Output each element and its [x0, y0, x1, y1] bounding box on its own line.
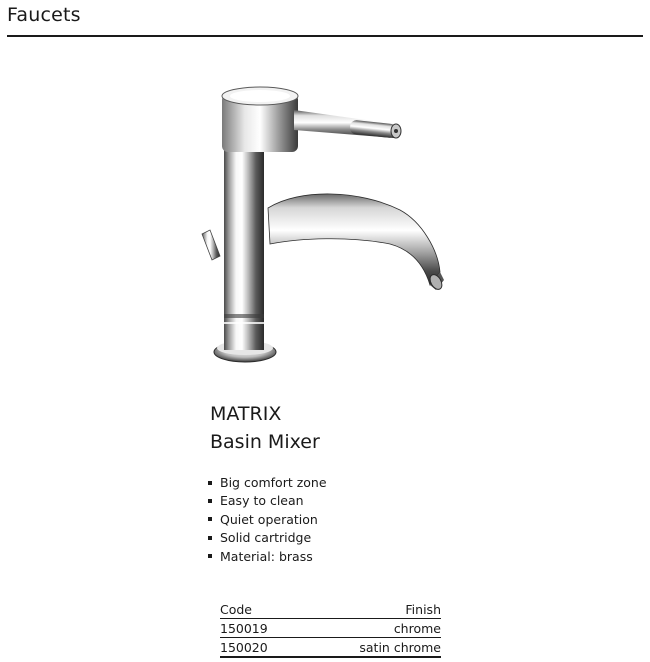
bullet-icon — [208, 517, 212, 521]
product-finish: satin chrome — [302, 638, 441, 658]
product-type: Basin Mixer — [210, 431, 320, 453]
bullet-icon — [208, 554, 212, 558]
feature-item: Big comfort zone — [208, 474, 327, 492]
product-name — [210, 400, 320, 456]
product-series: MATRIX — [210, 403, 282, 425]
page-title: Faucets — [7, 4, 81, 26]
spec-table — [220, 600, 441, 658]
page-header — [7, 0, 643, 37]
bullet-icon — [208, 536, 212, 540]
feature-list — [208, 474, 327, 566]
finish-header: Finish — [302, 600, 441, 619]
product-finish: chrome — [302, 619, 441, 638]
product-code: 150020 — [220, 638, 302, 658]
table-row — [220, 619, 441, 638]
code-header: Code — [220, 600, 302, 619]
table-header-row — [220, 600, 441, 619]
bullet-icon — [208, 499, 212, 503]
feature-item: Solid cartridge — [208, 529, 327, 547]
feature-item: Easy to clean — [208, 492, 327, 510]
table-row — [220, 638, 441, 658]
faucet-image — [190, 80, 460, 370]
product-code: 150019 — [220, 619, 302, 638]
feature-item: Material: brass — [208, 548, 327, 566]
bullet-icon — [208, 481, 212, 485]
feature-item: Quiet operation — [208, 511, 327, 529]
